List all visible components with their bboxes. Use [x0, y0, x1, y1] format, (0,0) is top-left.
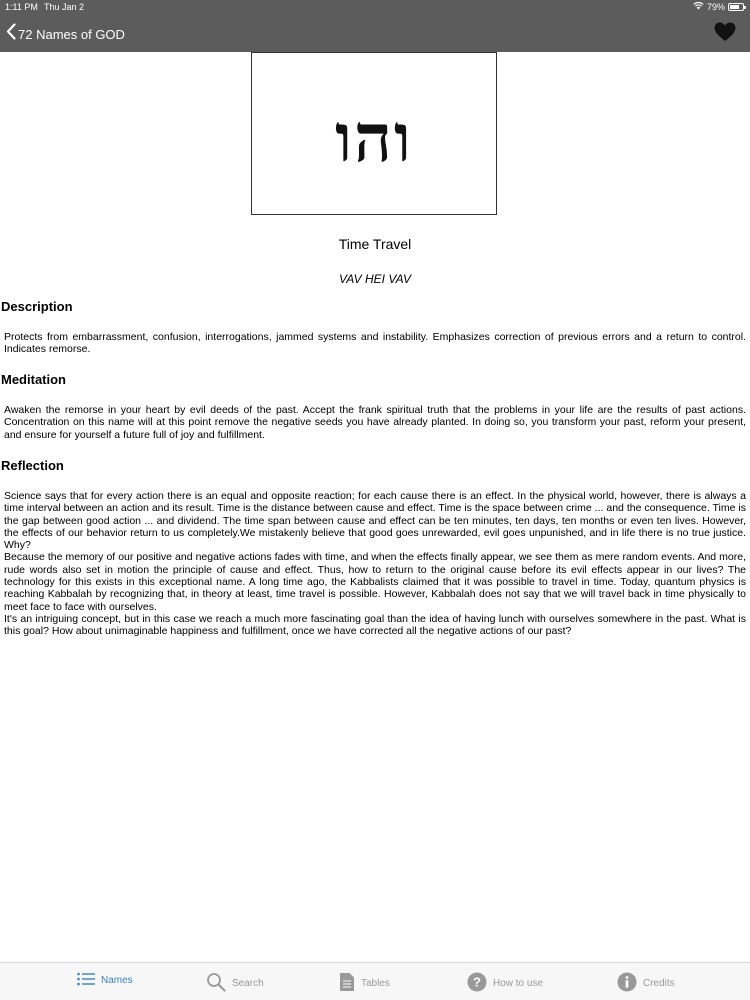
tab-label: Tables	[361, 978, 390, 989]
status-time: 1:11 PM	[5, 2, 38, 12]
question-icon	[467, 972, 487, 995]
description-text: Protects from embarrassment, confusion, interrogations, jammed systems and instability. Emphasizes correction of previous errors and a return to control. Indicates remorse.	[4, 331, 746, 356]
svg-text:?: ?	[473, 974, 481, 990]
back-button-label: 72 Names of GOD	[18, 26, 125, 42]
name-title: Time Travel	[338, 236, 412, 252]
status-right	[693, 1, 744, 12]
reflection-text	[4, 490, 746, 638]
tab-bar	[0, 962, 750, 1000]
wifi-icon	[693, 1, 704, 12]
battery-percent: 79%	[706, 1, 725, 12]
name-letters: VAV HEI VAV	[338, 272, 412, 286]
tab-label: Search	[232, 978, 264, 989]
meditation-text: Awaken the remorse in your heart by evil deeds of the past. Accept the frank spiritual truth that the problems in your life are the results of past actions. Concentration on this name will at this point remove the negative seeds you have already planted. In doing so, you transform your past, reform your present, and ensure for yourself a future full of joy and fulfillment.	[4, 404, 746, 441]
status-date: Thu Jan 2	[44, 2, 85, 12]
reflection-paragraph: It's an intriguing concept, but in this case we reach a much more fascinating goal than the idea of having lunch with ourselves somewhere in the past. What is this goal? How about unimaginable happiness and fulfillment, once we have corrected all the negative actions of our past?	[4, 612, 746, 638]
chevron-left-icon	[6, 23, 16, 45]
hebrew-name-image	[251, 52, 497, 215]
back-button[interactable]	[6, 23, 125, 45]
navigation-bar	[0, 14, 750, 52]
favorite-button[interactable]	[714, 22, 736, 47]
battery-icon	[728, 3, 744, 11]
reflection-heading: Reflection	[1, 458, 64, 473]
hebrew-name: והו	[335, 99, 413, 177]
meditation-heading: Meditation	[1, 372, 66, 387]
tab-names[interactable]	[77, 972, 133, 989]
tab-search[interactable]	[206, 972, 264, 995]
search-icon	[206, 972, 226, 995]
tab-label: Names	[101, 975, 133, 986]
reflection-paragraph: Science says that for every action there is an equal and opposite reaction; for each cause there is an effect. In the physical world, however, there is always a time interval between an action and its result. Time is the distance between cause and effect. Time is the space between crime ... and the consequence. Time is the gap between good action ... and dividend. The time span between cause and effect can be ten minutes, ten days, ten months or even ten lives. However, the effects of our behavior return to us completely.We mistakenly believe that good goes unrewarded, evil goes unpunished, and in life there is no true justice. Why?	[4, 490, 746, 552]
status-bar	[0, 0, 750, 14]
tab-label: Credits	[643, 978, 675, 989]
reflection-paragraph: Because the memory of our positive and negative actions fades with time, and when the effects finally appear, we see them as mere random events. And more, rude words also set in motion the principle of cause and effect. Thus, how to return to the original cause before its evil effects appear in our lives? The technology for this exists in this exceptional name. A long time ago, the Kabbalists claimed that it was possible to travel in time. Today, quantum physics is reaching Kabbalah by recognizing that, in theory at least, time travel is possible. However, Kabbalah does not say that we will travel back in time physically to meet face to face with ourselves.	[4, 551, 746, 613]
heart-icon	[714, 29, 736, 46]
info-icon	[617, 972, 637, 995]
tab-how-to-use[interactable]	[467, 972, 543, 995]
document-icon	[339, 972, 355, 995]
list-icon	[77, 972, 95, 989]
tab-credits[interactable]	[617, 972, 675, 995]
tab-label: How to use	[493, 978, 544, 989]
description-heading: Description	[1, 299, 73, 314]
tab-tables[interactable]	[339, 972, 390, 995]
